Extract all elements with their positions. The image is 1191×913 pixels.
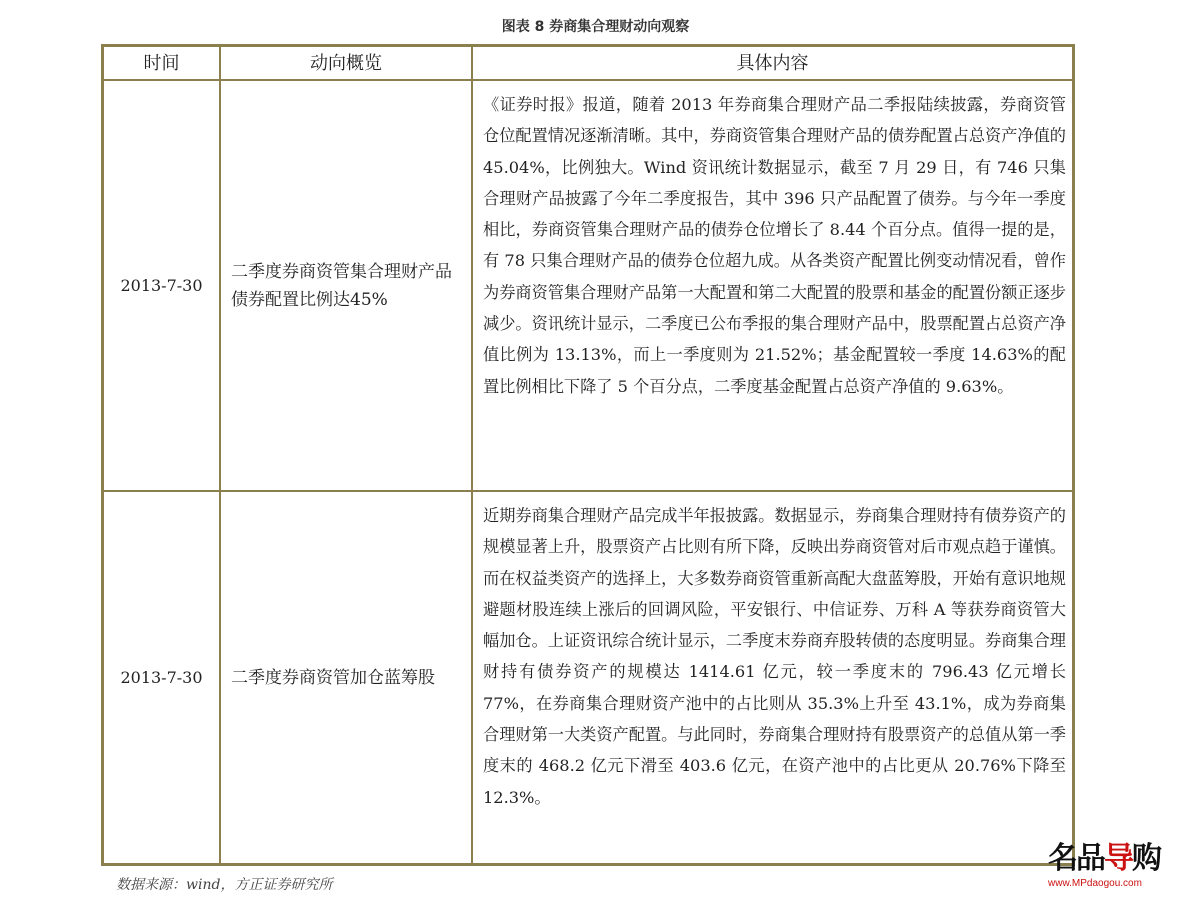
summary-text: 二季度券商资管集合理财产品债券配置比例达45% <box>231 261 452 310</box>
table-row-2-date: 2013-7-30 <box>120 668 203 687</box>
watermark-brand-right: 购 <box>1132 841 1160 876</box>
content-text: 《证券时报》报道，随着 2013 年券商集合理财产品二季报陆续披露，券商资管仓位配置情况逐渐清晰。其中，券商资管集合理财产品的债券配置占总资产净值的 45.04%，比例独大。Wind 资讯统计数据显示，截至 7 月 29 日，有 746 只集合理财产品披露了今年二季度报告，其中 396 只产品配置了债券。与今年一季度相比，券商资管集合理财产品的债券仓位增长了 8.44 个百分点。值得一提的是，有 78 只集合理财产品的债券仓位超九成。从各类资产配置比例变动情况看，曾作为券商资管集合理财产品第一大配置和第二大配置的股票和基金的配置份额正逐步减少。资讯统计显示，二季度已公布季报的集合理财产品中，股票配置占总资产净值比例为 13.13%，而上一季度则为 21.52%；基金配置较一季度 14.63%的配置比例相比下降了 5 个百分点，二季度基金配置占总资产净值的 9.63%。 <box>483 95 1066 396</box>
table-row-2-summary <box>221 492 471 863</box>
watermark-logo <box>1048 842 1178 902</box>
data-source-note: 数据来源：wind，方正证券研究所 <box>116 877 333 893</box>
header-details: 具体内容 <box>736 53 809 74</box>
content-text: 近期券商集合理财产品完成半年报披露。数据显示，券商集合理财持有债券资产的规模显著上升，股票资产占比则有所下降，反映出券商资管对后市观点趋于谨慎。而在权益类资产的选择上，大多数券商资管重新高配大盘蓝筹股，开始有意识地规避题材股连续上涨后的回调风险，平安银行、中信证券、万科 A 等获券商资管大幅加仓。上证资讯综合统计显示，二季度末券商弃股转债的态度明显。券商集合理财持有债券资产的规模达 1414.61 亿元，较一季度末的 796.43 亿元增长 77%，在券商集合理财资产池中的占比则从 35.3%上升至 43.1%，成为券商集合理财第一大类资产配置。与此同时，券商集合理财持有股票资产的总值从第一季度末的 468.2 亿元下滑至 403.6 亿元，在资产池中的占比更从 20.76%下降至 12.3%。 <box>483 506 1066 807</box>
watermark-brand <box>1048 842 1178 876</box>
watermark-url: www.MPdaogou.com <box>1048 878 1142 889</box>
table-row-1-content <box>473 81 1072 490</box>
header-time: 时间 <box>143 53 180 74</box>
summary-text: 二季度券商资管加仓蓝筹股 <box>231 667 435 688</box>
header-overview: 动向概览 <box>310 53 382 74</box>
table-row-2-content <box>473 492 1072 863</box>
watermark-brand-mid: 导 <box>1104 841 1132 876</box>
news-table <box>101 44 1075 866</box>
table-row-1-date: 2013-7-30 <box>120 276 203 295</box>
watermark-brand-left: 名品 <box>1048 841 1104 876</box>
table-row-1-summary <box>221 81 471 490</box>
figure-title: 图表 8 券商集合理财动向观察 <box>501 19 690 35</box>
